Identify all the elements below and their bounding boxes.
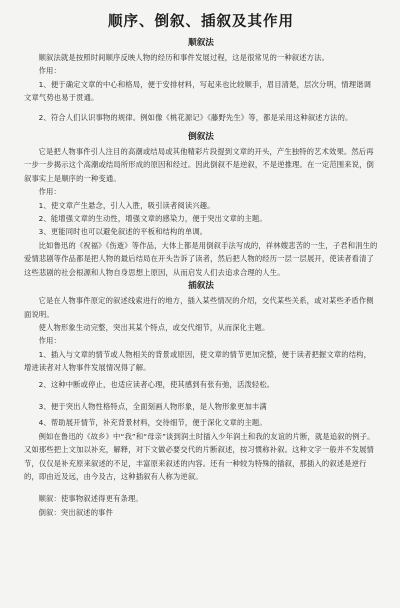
summary-line-1: 顺叙：使事物叙述得更有条理。 <box>38 494 143 504</box>
shunxu-role-label: 作用： <box>38 66 61 76</box>
daoxu-intro: 它是把人物事件引人注目的高潮或结局或其他精彩片段提到文章的开头，产生独特的艺术效果。然后再一步一步揭示这个高潮或结局所形成的原因和经过。因此倒叙不是逆叙，不是逆推理。在一定范围来说，倒叙事实上是顺序的一种变通。 <box>24 147 374 183</box>
daoxu-role-label: 作用： <box>38 187 61 197</box>
daoxu-point-1: 1、使文章产生悬念，引人入胜，吸引读者阅读兴趣。 <box>38 200 215 210</box>
daoxu-point-3: 3、更能同时也可以避免叙述的平板和结构的单调。 <box>38 227 208 237</box>
section-heading-shunxu: 顺叙法 <box>188 38 214 48</box>
section-summary <box>24 492 378 519</box>
section-shunxu <box>24 36 378 124</box>
section-heading-chaxu: 插叙法 <box>188 281 214 292</box>
chaxu-point-3: 3、便于突出人物性格特点，全面刻画人物形象，是人物形象更加丰满 <box>38 401 267 411</box>
chaxu-point-1: 1、插入与文章的情节或人物相关的背景或原因，使文章的情节更加完整，便于读者把握文章的结构，增进读者对人物事件发展情况得了解。 <box>24 349 372 373</box>
chaxu-point-4: 4、帮助展开情节，补充背景材料，交待细节，便于深化文章的主题。 <box>38 418 267 428</box>
shunxu-point-1: 1、便于确定文章的中心和格局，便于安排材料，写起来也比较顺手，眉目清楚，层次分明，情理谐调文章气势也易于贯通。 <box>24 79 372 103</box>
chaxu-intro-2: 使人物形象生动完整，突出其某个特点，或交代细节，从而深化主题。 <box>38 322 270 332</box>
daoxu-example: 比如鲁迅的《祝福》《伤逝》等作品，大体上都是用倒叙手法写成的，祥林嫂悲苦的一生，子君和涓生的爱情悲剧等作品都是把人物的最后结局在开头告诉了读者，然后把人物的经历一层一层展开，使读者看清了这些悲剧的社会根源和人物自身思想上原因，从而启发人们去追求合理的人生。 <box>24 240 378 277</box>
page-title: 顺序、倒叙、插叙及其作用 <box>108 14 294 30</box>
chaxu-example: 例如在鲁迅的《故乡》中“我”和“母亲”谈到润土时插入少年润土和我的友谊的片断，就是追叙的例子。又如那些把上文加以补充，解释，对下文做必要交代的片断叙述，按习惯称补叙。这种文字一般并不发展情节，仅仅是补充原来叙述的不足，丰富原来叙述的内容。还有一种较为特殊的插叙，那插入的叙述是逆行的，即由近及远，由今及古，这种插叙有人称为逆叙。 <box>24 431 375 481</box>
section-daoxu <box>24 130 378 279</box>
daoxu-point-2: 2、能增强文章的生动性，增强文章的感染力，便于突出文章的主题。 <box>38 214 267 224</box>
chaxu-point-2: 2、这种中断或停止，也适应读者心理，使其感到有张有弛，活泼轻松。 <box>38 379 275 389</box>
shunxu-point-2: 2、符合人们认识事物的规律。例如像《桃花源记》《藤野先生》等，都是采用这种叙述方法的。 <box>38 112 353 122</box>
shunxu-intro: 顺叙法就是按照时间顺序反映人物的经历和事件发展过程，这是很常见的一种叙述方法。 <box>38 53 330 62</box>
section-heading-daoxu: 倒叙法 <box>188 132 214 143</box>
summary-line-2: 倒叙：突出叙述的事件 <box>38 507 114 517</box>
chaxu-role-label: 作用： <box>38 336 61 346</box>
section-chaxu <box>24 279 378 483</box>
chaxu-intro: 它是在人物事件原定的叙述线索进行的地方，插入某些情况的介绍，交代某些关系，或对某些矛盾作侧面说明。 <box>24 296 374 319</box>
